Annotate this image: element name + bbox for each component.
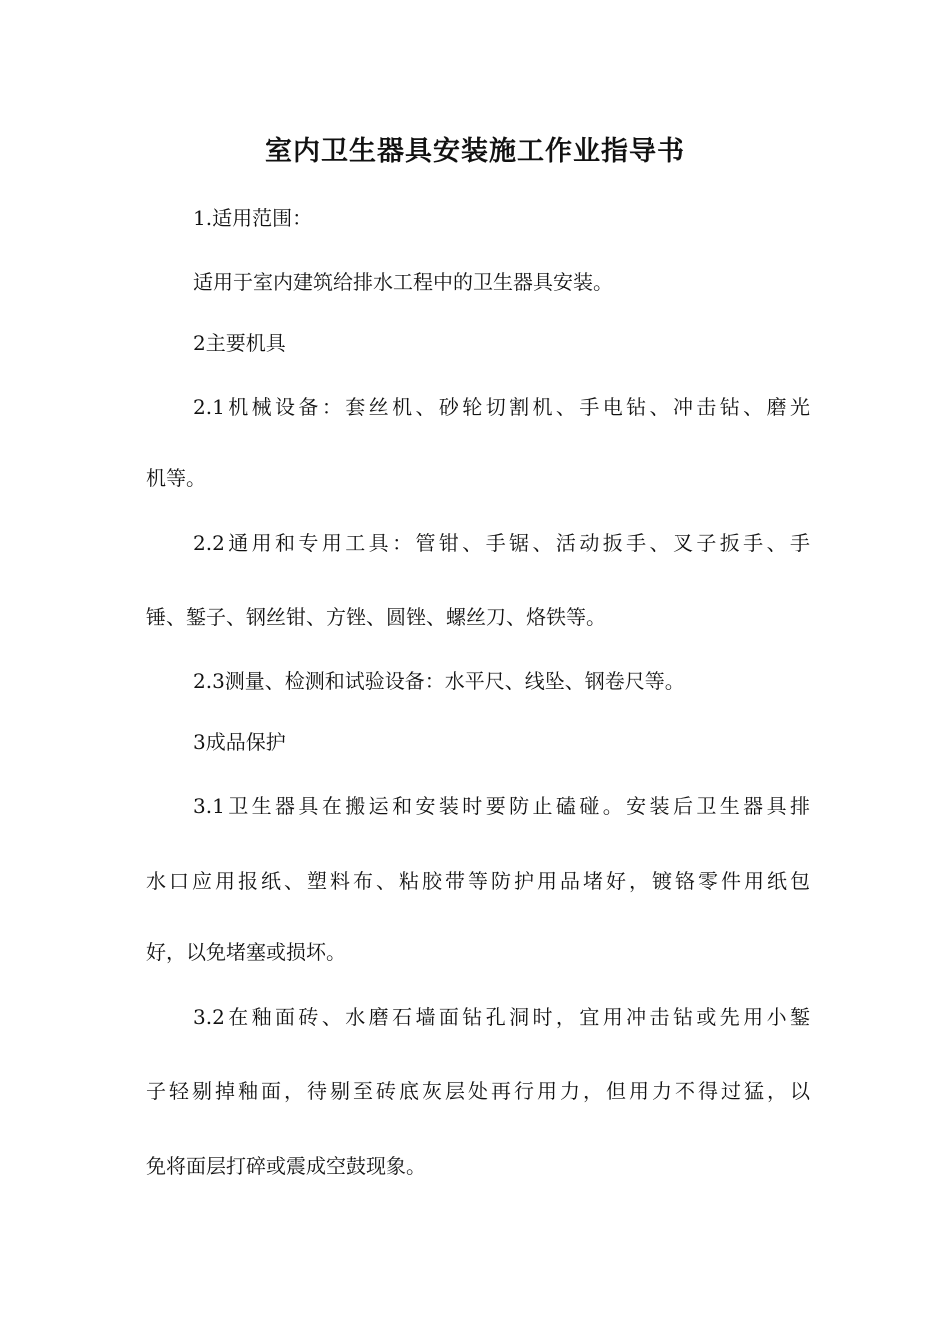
paragraph-2-3: 2.3测量、检测和试验设备：水平尺、线坠、钢卷尺等。 [193,669,685,693]
paragraph-3-2-line-3: 免将面层打碎或震成空鼓现象。 [146,1154,426,1178]
paragraph-2-1-line-1: 2.1机械设备：套丝机、砂轮切割机、手电钻、冲击钻、磨光 [193,395,810,419]
paragraph-3-1-line-3: 好，以免堵塞或损坏。 [146,940,346,964]
section-3-heading: 3成品保护 [193,730,286,754]
paragraph-2-1-line-2: 机等。 [146,466,206,490]
paragraph-2-2-line-1: 2.2通用和专用工具：管钳、手锯、活动扳手、叉子扳手、手 [193,531,810,555]
document-title: 室内卫生器具安装施工作业指导书 [265,136,685,167]
paragraph-3-1-line-2: 水口应用报纸、塑料布、粘胶带等防护用品堵好，镀铬零件用纸包 [146,869,810,893]
section-1-text: 适用于室内建筑给排水工程中的卫生器具安装。 [193,270,613,294]
paragraph-3-1-line-1: 3.1卫生器具在搬运和安装时要防止磕碰。安装后卫生器具排 [193,794,810,818]
section-1-heading: 1.适用范围： [193,206,313,230]
paragraph-2-2-line-2: 锤、錾子、钢丝钳、方锉、圆锉、螺丝刀、烙铁等。 [146,605,606,629]
paragraph-3-2-line-1: 3.2在釉面砖、水磨石墙面钻孔洞时，宜用冲击钻或先用小錾 [193,1005,810,1029]
section-2-heading: 2主要机具 [193,331,286,355]
paragraph-3-2-line-2: 子轻剔掉釉面，待剔至砖底灰层处再行用力，但用力不得过猛，以 [146,1079,810,1103]
